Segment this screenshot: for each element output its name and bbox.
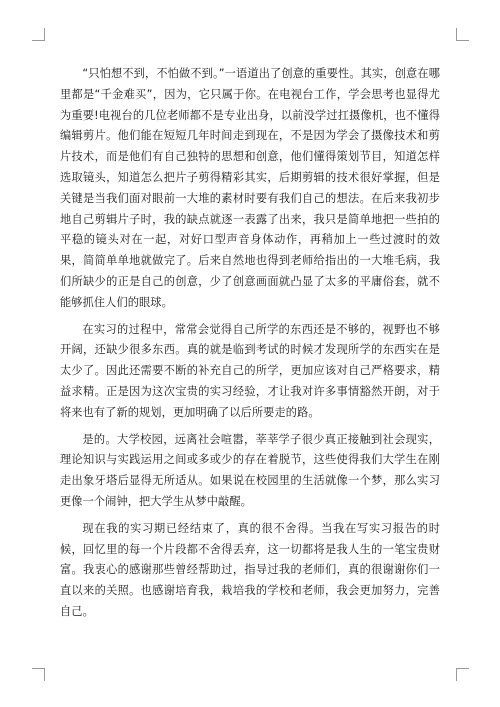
crop-mark-top-right	[456, 28, 469, 41]
paragraph-campus-reality: 是的。大学校园，远离社会喧嚣，莘莘学子很少真正接触到社会现实，理论知识与实践运用之间或多或少的存在着脱节，这些使得我们大学生在刚走出象牙塔后显得无所适从。如果说在校园里的生活就像一个梦，那么实习更像一个闹钟，把大学生从梦中敲醒。	[60, 432, 440, 508]
paragraph-gratitude: 现在我的实习期已经结束了，真的很不舍得。当我在写实习报告的时候，回忆里的每一个片段都不舍得丢弃，这一切都将是我人生的一笔宝贵财富。我衷心的感谢那些曾经帮助过，指导过我的老师们，真的很谢谢你们一直以来的关照。也感谢培育我，栽培我的学校和老师，我会更加努力，完善自己。	[60, 521, 440, 618]
paragraph-creativity: “只怕想不到，不怕做不到。”一语道出了创意的重要性。其实，创意在哪里都是“千金难买”，因为，它只属于你。在电视台工作，学会思考也显得尤为重要!电视台的几位老师都不是专业出身，以前没学过扛摄像机，也不懂得编辑剪片。他们能在短短几年时间走到现在，不是因为学会了摄像技术和剪片技术，而是他们有自己独特的思想和创意，他们懂得策划节目，知道怎样选取镜头，知道怎么把片子剪得精彩其实，后期剪辑的技术很好掌握，但是关键是当我们面对眼前一大堆的素材时要有我们自己的想法。在后来我初步地自己剪辑片子时，我的缺点就逐一表露了出来，我只是简单地把一些拍的平稳的镜头对在一起，对好口型声音身体动作，再稍加上一些过渡时的效果，简简单单地就做完了。后来自然地也得到老师给指出的一大堆毛病，我们所缺少的正是自己的创意，少了创意画面就凸显了太多的平庸俗套，就不能够抓住人们的眼球。	[60, 67, 440, 309]
crop-mark-bottom-right	[456, 668, 469, 681]
paragraph-internship-learning: 在实习的过程中，常常会觉得自己所学的东西还是不够的，视野也不够开阔，还缺少很多东西。真的就是临到考试的时候才发现所学的东西实在是太少了。因此还需要不断的补充自己的所学，更加应该对自己严格要求，精益求精。正是因为这次宝贵的实习经验，才让我对许多事情豁然开朗，对于将来也有了新的规划，更加明确了以后所要走的路。	[60, 322, 440, 419]
crop-mark-bottom-left	[32, 668, 45, 681]
crop-mark-top-left	[32, 28, 45, 41]
document-body	[60, 64, 440, 623]
